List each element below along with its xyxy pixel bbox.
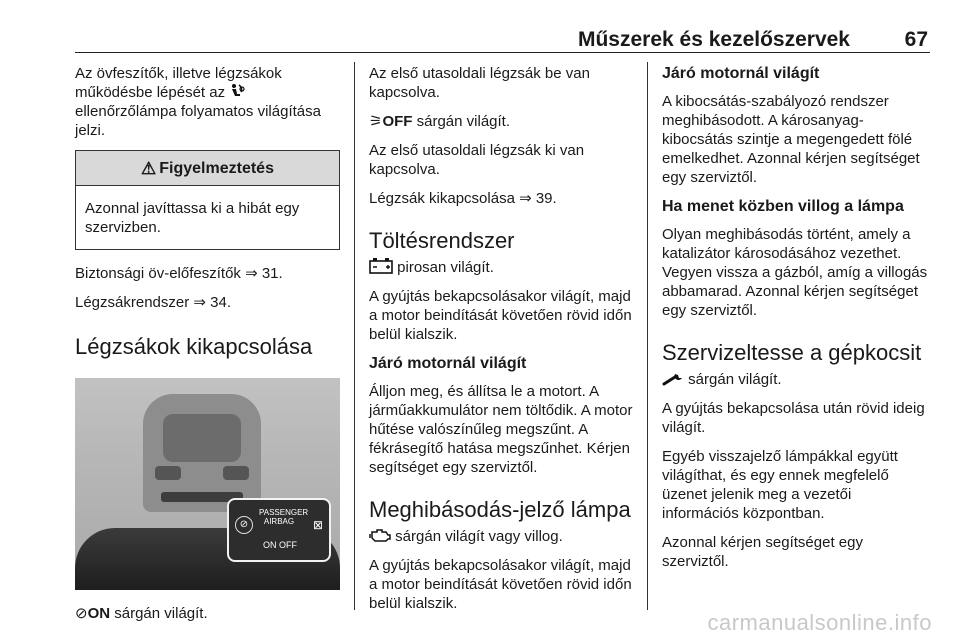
reference-arrow-icon: ⇒: [245, 265, 258, 282]
page-number: 67: [904, 28, 928, 51]
warning-text: Azonnal javíttassa ki a hibát egy szervizben.: [85, 200, 300, 236]
airbag-off-icon: ⊠: [312, 518, 323, 532]
paragraph: pirosan világít.: [369, 258, 634, 277]
subheading: Ha menet közben villog a lámpa: [662, 198, 904, 215]
airbag-indicator-inset: [227, 498, 331, 562]
paragraph: ⚞OFF sárgán világít.: [369, 113, 511, 130]
cross-reference: Légzsákrendszer ⇒ 34.: [75, 294, 232, 311]
airbag-on-icon: ⊘: [235, 516, 253, 534]
overhead-console-photo: [75, 378, 340, 590]
column-2: [369, 64, 634, 623]
inset-label-on-off: ON OFF: [263, 540, 297, 550]
battery-icon: [369, 258, 393, 274]
seatbelt-airbag-warning-icon: [229, 83, 245, 99]
column-divider-2: [647, 62, 648, 610]
paragraph: Az első utasoldali légzsák be van kapcsolva.: [369, 65, 590, 101]
paragraph: Azonnal kérjen segítséget egy szerviztől.: [662, 534, 863, 570]
subheading: Járó motornál világít: [662, 65, 820, 82]
airbag-off-icon: ⚞: [369, 113, 383, 130]
column-1: [75, 64, 340, 633]
paragraph: sárgán világít vagy villog.: [369, 527, 634, 546]
paragraph: ⊘ON sárgán világít.: [75, 605, 208, 622]
watermark: carmanualsonline.info: [707, 610, 932, 635]
paragraph: sárgán világít.: [662, 370, 930, 389]
page-header: [75, 28, 930, 53]
warning-title: Figyelmeztetés: [159, 159, 274, 177]
section-heading: Szervizeltesse a gépkocsit: [662, 340, 922, 365]
overhead-console: [143, 394, 261, 512]
cross-reference: Légzsák kikapcsolása ⇒ 39.: [369, 190, 557, 207]
paragraph: A gyújtás bekapcsolása után rövid ideig világít.: [662, 400, 925, 436]
warning-triangle-icon: ⚠: [141, 158, 157, 178]
paragraph: A gyújtás bekapcsolásakor világít, majd a motor beindítását követően rövid időn belül kialszik.: [369, 288, 632, 343]
column-divider-1: [354, 62, 355, 610]
wrench-icon: [662, 372, 684, 386]
paragraph: Az első utasoldali légzsák ki van kapcsolva.: [369, 142, 585, 178]
column-3: [662, 64, 930, 581]
section-heading: Töltésrendszer: [369, 228, 515, 253]
paragraph: A gyújtás bekapcsolásakor világít, majd a motor beindítását követően rövid időn belül kialszik.: [369, 557, 632, 612]
cross-reference: Biztonsági öv-előfeszítők ⇒ 31.: [75, 265, 283, 282]
warning-box: [75, 150, 340, 250]
warning-header: [76, 151, 339, 186]
engine-icon: [369, 527, 391, 543]
paragraph: Egyéb visszajelző lámpákkal együtt világíthat, és egy ennek megfelelő üzenet jelenik meg a vezetői információs központban.: [662, 448, 898, 522]
paragraph: A kibocsátás-szabályozó rendszer meghibásodott. A károsanyag-kibocsátás szintje a megengedett fölé emelkedhet. Azonnal kérjen segítséget egy szerviztől.: [662, 93, 920, 186]
paragraph: Olyan meghibásodás történt, amely a katalizátor károsodásához vezethet. Vegyen vissza a gázból, amíg a villogás abbamarad. Azonnal kérjen segítséget egy szerviztől.: [662, 226, 928, 319]
paragraph: Az övfeszítők, illetve légzsákok működésbe lépését az ellenőrzőlámpa folyamatos világítása jelzi.: [75, 65, 321, 139]
paragraph: Álljon meg, és állítsa le a motort. A járműakkumulátor nem töltődik. A motor hűtése valószínűleg megszűnt. A fékrásegítő hatása megszűnhet. Kérjen segítséget egy szerviztől.: [369, 383, 633, 476]
reference-arrow-icon: ⇒: [193, 294, 206, 311]
section-heading: Meghibásodás-jelző lámpa: [369, 497, 631, 522]
inset-label-passenger-airbag: PASSENGER AIRBAG: [259, 508, 309, 526]
airbag-on-icon: ⊘: [75, 605, 88, 622]
reference-arrow-icon: ⇒: [519, 190, 532, 207]
subheading: Járó motornál világít: [369, 355, 527, 372]
page-title: Műszerek és kezelőszervek: [577, 28, 850, 51]
section-heading: Légzsákok kikapcsolása: [75, 334, 313, 359]
